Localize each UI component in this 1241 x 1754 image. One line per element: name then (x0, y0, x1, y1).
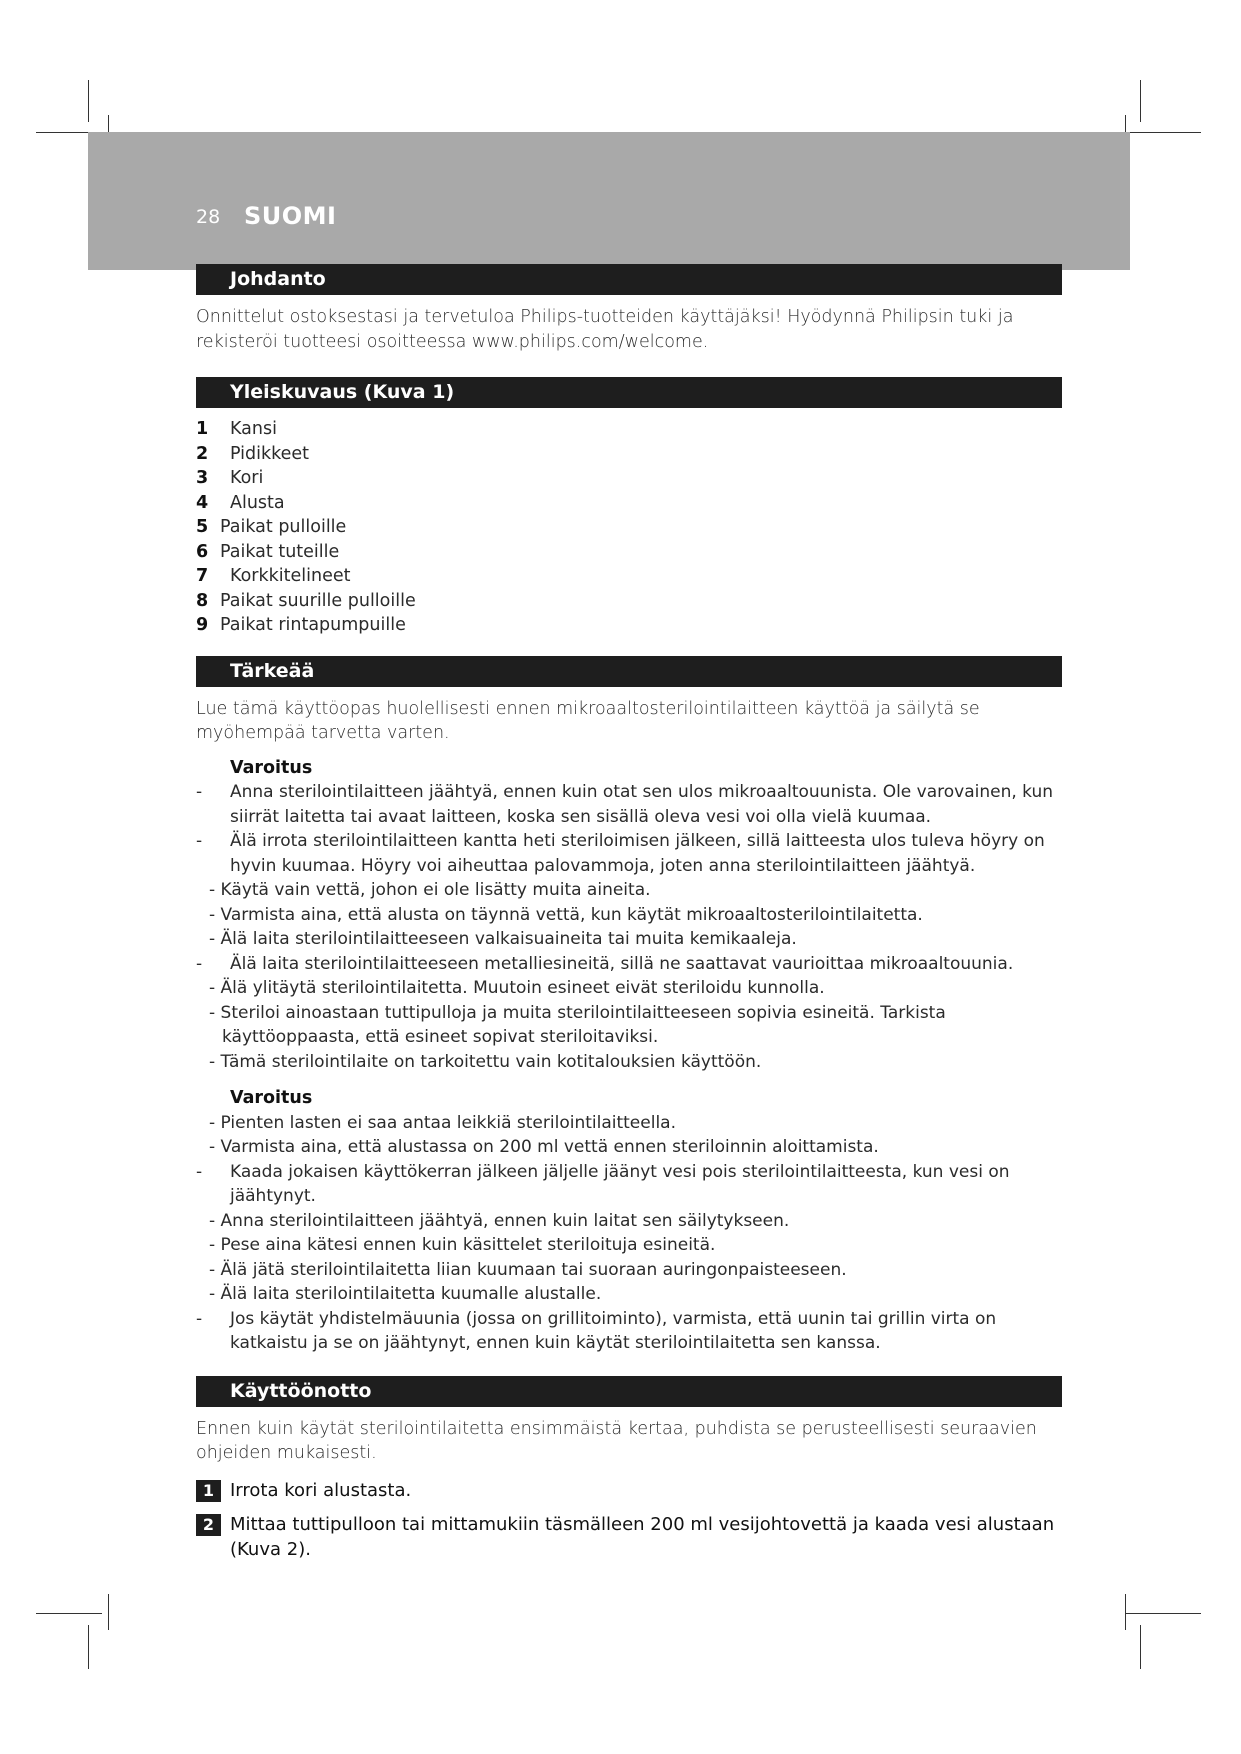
list-item: - Kaada jokaisen käyttökerran jälkeen jäljelle jäänyt vesi pois sterilointilaitteesta, kun vesi on jäähtynyt. (196, 1161, 1010, 1206)
important-paragraph: Lue tämä käyttöopas huolellisesti ennen mikroaaltosterilointilaitteen käyttöä ja säilytä se myöhempää tarvetta varten. (196, 698, 980, 743)
step-number: 1 (196, 1480, 221, 1502)
warning-title: Varoitus (230, 757, 313, 778)
header-band (88, 132, 1130, 270)
list-item: - Älä jätä sterilointilaitetta liian kuumaan tai suoraan auringonpaisteeseen. (209, 1259, 847, 1280)
list-item: - Tämä sterilointilaite on tarkoitettu vain kotitalouksien käyttöön. (209, 1051, 762, 1072)
page-number: 28 (196, 206, 221, 228)
page-content (196, 264, 1062, 1571)
crop-mark (108, 1594, 109, 1630)
list-item: 9 Paikat rintapumpuille (196, 615, 406, 635)
crop-mark (36, 1613, 102, 1614)
list-item: - Älä ylitäytä sterilointilaitetta. Muutoin esineet eivät steriloidu kunnolla. (209, 978, 825, 998)
step-item: 1 Irrota kori alustasta. (196, 1478, 1062, 1503)
overview-list (196, 417, 1062, 638)
warning-title: Varoitus (230, 1088, 313, 1108)
list-item: 4 Alusta (196, 492, 285, 513)
warning-list (196, 1111, 1062, 1356)
list-item: 8 Paikat suurille pulloille (196, 590, 416, 611)
section-heading-setup: Käyttöönotto (196, 1376, 1062, 1407)
crop-mark (1125, 132, 1201, 133)
list-item: - Steriloi ainoastaan tuttipulloja ja muita sterilointilaitteeseen sopivia esineitä. Tarkista käyttöoppaasta, että esineet sopivat steriloitaviksi. (209, 1002, 946, 1047)
list-item: 5 Paikat pulloille (196, 517, 347, 537)
list-item: - Älä laita sterilointilaitteeseen valkaisuaineita tai muita kemikaaleja. (209, 929, 797, 949)
list-item: - Pese aina kätesi ennen kuin käsittelet steriloituja esineitä. (209, 1235, 716, 1255)
list-item: 7 Korkkitelineet (196, 566, 351, 586)
section-heading-overview: Yleiskuvaus (Kuva 1) (196, 377, 1062, 408)
step-number: 2 (196, 1514, 221, 1536)
list-item: - Anna sterilointilaitteen jäähtyä, ennen kuin laitat sen säilytykseen. (209, 1210, 790, 1231)
crop-mark (1125, 1594, 1126, 1630)
intro-paragraph: Onnittelut ostoksestasi ja tervetuloa Philips-tuotteiden käyttäjäksi! Hyödynnä Philipsin tuki ja rekisteröi tuotteesi osoitteessa www.philips.com/welcome. (196, 307, 1014, 352)
list-item: - Anna sterilointilaitteen jäähtyä, ennen kuin otat sen ulos mikroaaltouunista. Ole varovainen, kun siirrät laitetta tai avaat laitteen, koska sen sisällä oleva vesi voi olla vielä kuumaa. (196, 782, 1054, 827)
list-item: 2 Pidikkeet (196, 443, 310, 464)
list-item: - Käytä vain vettä, johon ei ole lisätty muita aineita. (209, 880, 651, 900)
crop-mark (1140, 80, 1141, 122)
crop-mark (1125, 1613, 1201, 1614)
crop-mark (88, 80, 89, 122)
list-item: 6 Paikat tuteille (196, 541, 340, 562)
language-title: SUOMI (244, 202, 337, 230)
warning-list (196, 780, 1062, 1074)
list-item: - Älä laita sterilointilaitetta kuumalle alustalle. (209, 1284, 602, 1304)
list-item: 1 Kansi (196, 419, 277, 439)
list-item: - Pienten lasten ei saa antaa leikkiä sterilointilaitteella. (209, 1112, 676, 1133)
crop-mark (1140, 1625, 1141, 1669)
step-item: 2 Mittaa tuttipulloon tai mittamukiin täsmälleen 200 ml vesijohtovettä ja kaada vesi alustaan (Kuva 2). (196, 1512, 1062, 1562)
list-item: - Jos käytät yhdistelmäuunia (jossa on grillitoiminto), varmista, että uunin tai grillin virta on katkaistu ja se on jäähtynyt, ennen kuin käytät sterilointilaitetta sen kanssa. (196, 1308, 997, 1353)
crop-mark (88, 1625, 89, 1669)
list-item: - Varmista aina, että alustassa on 200 ml vettä ennen steriloinnin aloittamista. (209, 1137, 879, 1157)
setup-paragraph: Ennen kuin käytät sterilointilaitetta ensimmäistä kertaa, puhdista se perusteellisesti seuraavien ohjeiden mukaisesti. (196, 1418, 1037, 1463)
setup-steps (196, 1478, 1062, 1562)
list-item: - Varmista aina, että alusta on täynnä vettä, kun käytät mikroaaltosterilointilaitetta. (209, 904, 923, 925)
list-item: - Älä irrota sterilointilaitteen kantta heti steriloimisen jälkeen, sillä laitteesta ulos tuleva höyry on hyvin kuumaa. Höyry voi aiheuttaa palovammoja, joten anna sterilointilaitteen jäähtyä. (196, 831, 1045, 876)
section-heading-intro: Johdanto (196, 264, 1062, 295)
section-heading-important: Tärkeää (196, 656, 1062, 687)
list-item: - Älä laita sterilointilaitteeseen metalliesineitä, sillä ne saattavat vaurioittaa mikroaaltouunia. (196, 953, 1014, 974)
list-item: 3 Kori (196, 468, 264, 488)
